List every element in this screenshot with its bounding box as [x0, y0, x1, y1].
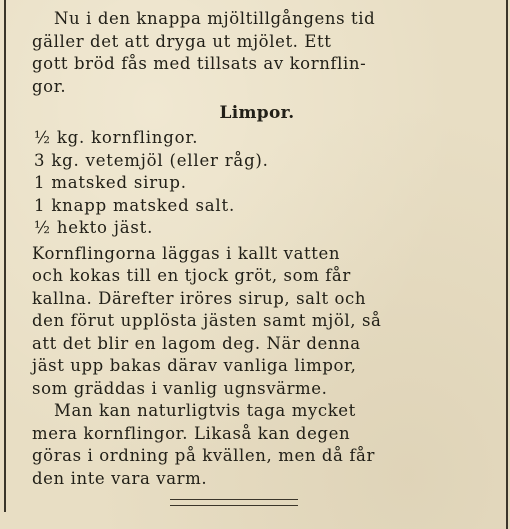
intro-line-2: gäller det att dryga ut mjölet. Ett — [32, 31, 332, 51]
ingredient-item: ½ hekto jäst. — [34, 218, 154, 237]
ingredient-item: 1 knapp matsked salt. — [34, 195, 235, 215]
instructions-line: Kornflingorna läggas i kallt vatten — [32, 243, 341, 263]
column-rule-left — [4, 0, 6, 512]
instructions-line: att det blir en lagom deg. När denna — [32, 333, 361, 353]
intro-paragraph — [32, 8, 454, 98]
recipe-title: Limpor. — [219, 103, 295, 123]
instructions-line: jäst upp bakas därav vanliga limpor, — [32, 356, 357, 375]
note-line: Man kan naturligtvis taga mycket — [54, 401, 356, 420]
note-line: göras i ordning på kvällen, men då får — [32, 446, 375, 465]
note-line: mera kornflingor. Likaså kan degen — [32, 423, 351, 443]
column-rule-right — [506, 0, 508, 529]
ingredient-item: 3 kg. vetemjöl (eller råg). — [34, 150, 269, 170]
instructions-line: kallna. Därefter iröres sirup, salt och — [32, 288, 367, 308]
note-line: den inte vara varm. — [32, 468, 208, 488]
recipe-article — [32, 8, 454, 490]
note-paragraph — [32, 400, 454, 490]
closing-double-rule — [170, 499, 298, 506]
text-run: Nu i den knappa mjöltillgångens tid — [54, 9, 376, 28]
ingredient-item: 1 matsked sirup. — [34, 173, 187, 192]
ingredient-item: ½ kg. kornflingor. — [34, 128, 199, 147]
instructions-line: som gräddas i vanlig ugnsvärme. — [32, 378, 328, 398]
instructions-line: och kokas till en tjock gröt, som får — [32, 266, 351, 285]
intro-line-1 — [32, 8, 454, 31]
intro-line-4: gor. — [32, 76, 67, 96]
ingredient-list — [32, 127, 454, 240]
instructions-line: den förut upplösta jästen samt mjöl, så — [32, 311, 382, 330]
instructions-paragraph — [32, 243, 454, 401]
intro-line-3: gott bröd fås med tillsats av kornflin- — [32, 54, 367, 73]
